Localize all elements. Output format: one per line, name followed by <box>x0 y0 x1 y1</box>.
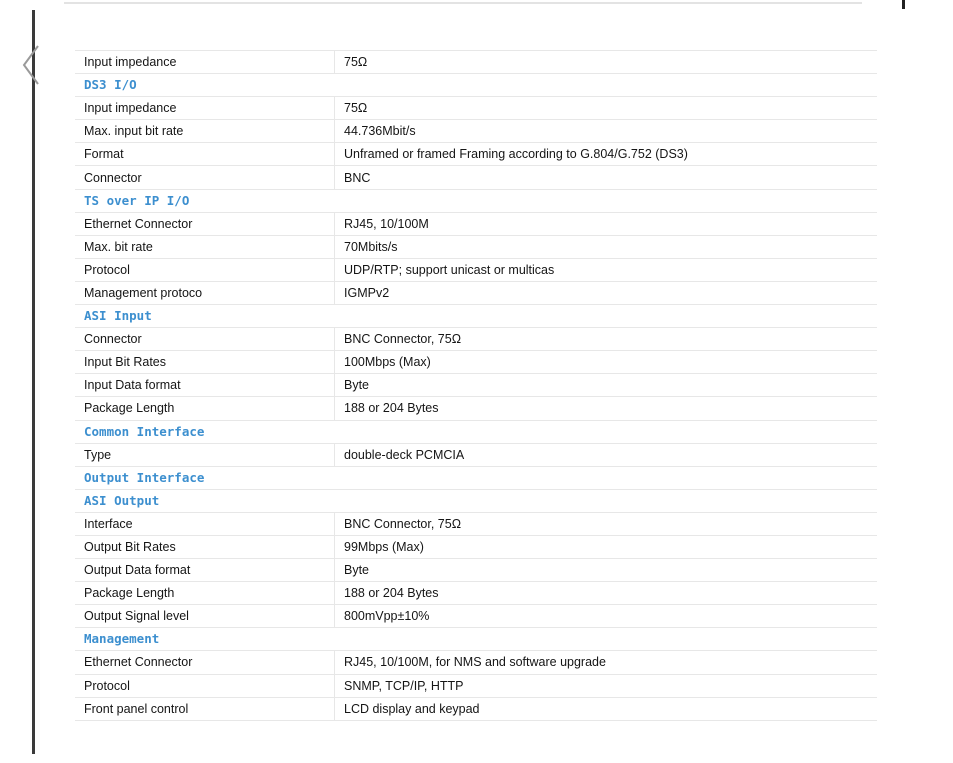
section-heading: Output Interface <box>75 466 877 489</box>
spec-label: Input impedance <box>75 97 335 120</box>
viewer-left-border <box>32 10 35 754</box>
spec-row <box>75 97 877 120</box>
spec-value: 75Ω <box>335 51 878 74</box>
spec-row <box>75 51 877 74</box>
spec-label: Max. input bit rate <box>75 120 335 143</box>
viewer-corner-mark <box>902 0 905 9</box>
spec-row <box>75 605 877 628</box>
section-heading-row <box>75 466 877 489</box>
spec-label: Input impedance <box>75 51 335 74</box>
spec-value: 44.736Mbit/s <box>335 120 878 143</box>
spec-value: 800mVpp±10% <box>335 605 878 628</box>
spec-value: Unframed or framed Framing according to G.804/G.752 (DS3) <box>335 143 878 166</box>
spec-value: SNMP, TCP/IP, HTTP <box>335 674 878 697</box>
spec-label: Package Length <box>75 582 335 605</box>
spec-table <box>75 50 877 721</box>
spec-label: Protocol <box>75 258 335 281</box>
spec-label: Max. bit rate <box>75 235 335 258</box>
spec-value: RJ45, 10/100M, for NMS and software upgrade <box>335 651 878 674</box>
spec-row <box>75 281 877 304</box>
spec-value: BNC Connector, 75Ω <box>335 328 878 351</box>
spec-row <box>75 143 877 166</box>
spec-row <box>75 651 877 674</box>
spec-row <box>75 328 877 351</box>
section-heading-row <box>75 420 877 443</box>
spec-row <box>75 120 877 143</box>
spec-row <box>75 535 877 558</box>
spec-row <box>75 212 877 235</box>
spec-label: Input Data format <box>75 374 335 397</box>
spec-row <box>75 258 877 281</box>
spec-row <box>75 674 877 697</box>
spec-value: double-deck PCMCIA <box>335 443 878 466</box>
spec-row <box>75 697 877 720</box>
spec-row <box>75 235 877 258</box>
section-heading-row <box>75 189 877 212</box>
spec-label: Connector <box>75 328 335 351</box>
spec-row <box>75 443 877 466</box>
spec-row <box>75 351 877 374</box>
spec-value: 99Mbps (Max) <box>335 535 878 558</box>
spec-row <box>75 397 877 420</box>
spec-row <box>75 512 877 535</box>
spec-value: Byte <box>335 374 878 397</box>
spec-value: LCD display and keypad <box>335 697 878 720</box>
spec-value: RJ45, 10/100M <box>335 212 878 235</box>
spec-label: Output Bit Rates <box>75 535 335 558</box>
spec-value: 70Mbits/s <box>335 235 878 258</box>
spec-label: Output Data format <box>75 559 335 582</box>
section-heading: ASI Input <box>75 305 877 328</box>
spec-row <box>75 166 877 189</box>
spec-value: 75Ω <box>335 97 878 120</box>
spec-value: 100Mbps (Max) <box>335 351 878 374</box>
section-heading-row <box>75 74 877 97</box>
section-heading-row <box>75 628 877 651</box>
section-heading: Common Interface <box>75 420 877 443</box>
spec-label: Ethernet Connector <box>75 651 335 674</box>
spec-label: Protocol <box>75 674 335 697</box>
section-heading-row <box>75 489 877 512</box>
spec-label: Output Signal level <box>75 605 335 628</box>
spec-label: Type <box>75 443 335 466</box>
chevron-left-icon <box>18 44 48 88</box>
spec-value: 188 or 204 Bytes <box>335 397 878 420</box>
spec-value: 188 or 204 Bytes <box>335 582 878 605</box>
section-heading: ASI Output <box>75 489 877 512</box>
section-heading: Management <box>75 628 877 651</box>
spec-label: Interface <box>75 512 335 535</box>
spec-value: BNC Connector, 75Ω <box>335 512 878 535</box>
spec-row <box>75 374 877 397</box>
spec-value: UDP/RTP; support unicast or multicas <box>335 258 878 281</box>
section-heading-row <box>75 305 877 328</box>
spec-label: Package Length <box>75 397 335 420</box>
spec-row <box>75 559 877 582</box>
spec-value: BNC <box>335 166 878 189</box>
spec-label: Format <box>75 143 335 166</box>
spec-label: Connector <box>75 166 335 189</box>
section-heading: TS over IP I/O <box>75 189 877 212</box>
top-divider <box>64 2 862 4</box>
spec-value: IGMPv2 <box>335 281 878 304</box>
spec-row <box>75 582 877 605</box>
spec-label: Input Bit Rates <box>75 351 335 374</box>
spec-label: Front panel control <box>75 697 335 720</box>
spec-label: Ethernet Connector <box>75 212 335 235</box>
section-heading: DS3 I/O <box>75 74 877 97</box>
previous-image-button[interactable] <box>18 44 48 88</box>
spec-label: Management protoco <box>75 281 335 304</box>
spec-value: Byte <box>335 559 878 582</box>
